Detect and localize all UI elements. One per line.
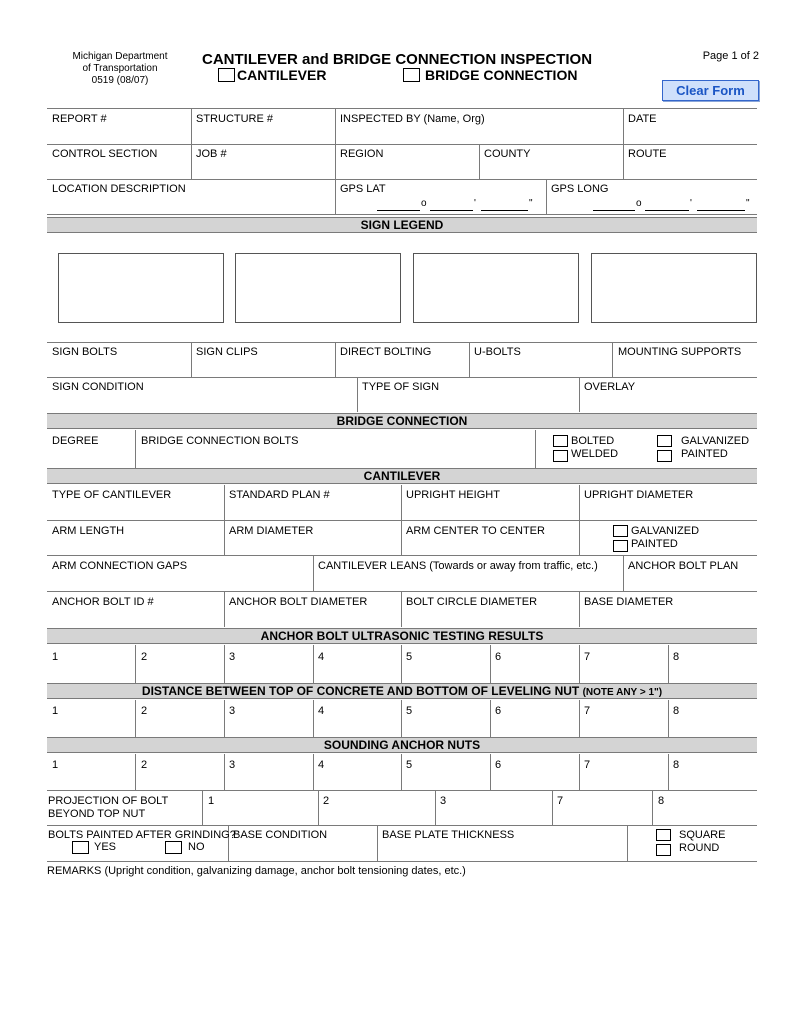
welded-label: WELDED	[571, 448, 619, 460]
second-symbol: "	[529, 198, 533, 209]
sounding-header: SOUNDING ANCHOR NUTS	[47, 737, 757, 753]
sounding-bolt-8[interactable]: 8	[673, 759, 680, 771]
job-field[interactable]: JOB #	[196, 148, 227, 160]
projection-bolt-1[interactable]: 1	[208, 795, 215, 807]
page-title: CANTILEVER and BRIDGE CONNECTION INSPECTION	[202, 51, 593, 68]
cantilever-option-label: CANTILEVER	[237, 67, 327, 83]
projection-bolt-8[interactable]: 8	[658, 795, 665, 807]
direct-bolting-field[interactable]: DIRECT BOLTING	[340, 346, 432, 358]
structure-field[interactable]: STRUCTURE #	[196, 113, 274, 125]
bridge-galvanized-checkbox[interactable]	[657, 435, 672, 447]
overlay-field[interactable]: OVERLAY	[584, 381, 636, 393]
route-field[interactable]: ROUTE	[628, 148, 667, 160]
square-checkbox[interactable]	[656, 829, 671, 841]
arm-connection-gaps-field[interactable]: ARM CONNECTION GAPS	[52, 560, 188, 572]
gps-lat-seconds-input[interactable]	[481, 210, 528, 211]
leveling-bolt-7[interactable]: 7	[584, 705, 591, 717]
leveling-bolt-6[interactable]: 6	[495, 705, 502, 717]
bridge-connection-bolts-field[interactable]: BRIDGE CONNECTION BOLTS	[141, 435, 299, 447]
projection-label-line1: PROJECTION OF BOLT	[48, 795, 169, 807]
sign-legend-header: SIGN LEGEND	[47, 217, 757, 233]
anchor-bolt-plan-field[interactable]: ANCHOR BOLT PLAN	[628, 560, 739, 572]
type-of-cantilever-field[interactable]: TYPE OF CANTILEVER	[52, 489, 172, 501]
degree-symbol: o	[421, 198, 427, 209]
bolts-painted-yes-checkbox[interactable]	[72, 841, 89, 854]
ultrasonic-bolt-5[interactable]: 5	[406, 651, 413, 663]
sign-clips-field[interactable]: SIGN CLIPS	[196, 346, 258, 358]
gps-lat-label: GPS LAT	[340, 183, 386, 195]
sounding-bolt-6[interactable]: 6	[495, 759, 502, 771]
ultrasonic-bolt-4[interactable]: 4	[318, 651, 325, 663]
degree-field[interactable]: DEGREE	[52, 435, 99, 447]
clear-form-button[interactable]: Clear Form	[662, 80, 759, 101]
sounding-bolt-1[interactable]: 1	[52, 759, 59, 771]
agency-name-line1: Michigan Department	[72, 51, 168, 62]
anchor-bolt-diameter-field[interactable]: ANCHOR BOLT DIAMETER	[229, 596, 368, 608]
base-condition-field[interactable]: BASE CONDITION	[233, 829, 328, 841]
agency-name-line2: of Transportation	[82, 63, 158, 74]
gps-long-label: GPS LONG	[551, 183, 609, 195]
remarks-field[interactable]: REMARKS (Upright condition, galvanizing damage, anchor bolt tensioning dates, etc.)	[47, 865, 466, 877]
ultrasonic-bolt-1[interactable]: 1	[52, 651, 59, 663]
cantilever-painted-checkbox[interactable]	[613, 540, 628, 552]
bridge-painted-checkbox[interactable]	[657, 450, 672, 462]
leveling-nut-header	[47, 683, 757, 699]
round-checkbox[interactable]	[656, 844, 671, 856]
projection-bolt-3[interactable]: 3	[440, 795, 447, 807]
sounding-bolt-7[interactable]: 7	[584, 759, 591, 771]
leveling-bolt-2[interactable]: 2	[141, 705, 148, 717]
arm-length-field[interactable]: ARM LENGTH	[52, 525, 125, 537]
bridge-connection-option-label: BRIDGE CONNECTION	[425, 67, 578, 83]
county-field[interactable]: COUNTY	[484, 148, 531, 160]
sounding-bolt-3[interactable]: 3	[229, 759, 236, 771]
gps-long-minutes-input[interactable]	[645, 210, 689, 211]
sign-legend-box-2[interactable]	[235, 253, 401, 323]
anchor-bolt-id-field[interactable]: ANCHOR BOLT ID #	[52, 596, 154, 608]
standard-plan-field[interactable]: STANDARD PLAN #	[229, 489, 330, 501]
cantilever-galvanized-label: GALVANIZED	[631, 525, 700, 537]
cantilever-checkbox[interactable]	[218, 68, 235, 82]
leveling-nut-note: (NOTE ANY > 1")	[582, 687, 663, 698]
bridge-galvanized-label: GALVANIZED	[681, 435, 750, 447]
bolted-checkbox[interactable]	[553, 435, 568, 447]
bolts-painted-no-checkbox[interactable]	[165, 841, 182, 854]
yes-label: YES	[94, 841, 117, 853]
sign-legend-box-3[interactable]	[413, 253, 579, 323]
cantilever-painted-label: PAINTED	[631, 538, 678, 550]
sounding-bolt-2[interactable]: 2	[141, 759, 148, 771]
sounding-bolt-4[interactable]: 4	[318, 759, 325, 771]
form-number: 0519 (08/07)	[91, 75, 149, 86]
no-label: NO	[188, 841, 205, 853]
ultrasonic-bolt-6[interactable]: 6	[495, 651, 502, 663]
arm-diameter-field[interactable]: ARM DIAMETER	[229, 525, 314, 537]
projection-of-bolt-label	[48, 795, 168, 821]
leveling-bolt-8[interactable]: 8	[673, 705, 680, 717]
leveling-nut-title: DISTANCE BETWEEN TOP OF CONCRETE AND BOTTOM OF LEVELING NUT	[141, 684, 580, 698]
leveling-bolt-5[interactable]: 5	[406, 705, 413, 717]
agency-block	[50, 51, 190, 87]
bolt-circle-diameter-field[interactable]: BOLT CIRCLE DIAMETER	[406, 596, 538, 608]
arm-center-to-center-field[interactable]: ARM CENTER TO CENTER	[406, 525, 545, 537]
page-number: Page 1 of 2	[702, 50, 759, 62]
mounting-supports-field[interactable]: MOUNTING SUPPORTS	[618, 346, 742, 358]
square-label: SQUARE	[679, 829, 726, 841]
gps-long-seconds-input[interactable]	[697, 210, 745, 211]
leveling-bolt-4[interactable]: 4	[318, 705, 325, 717]
upright-height-field[interactable]: UPRIGHT HEIGHT	[406, 489, 500, 501]
leveling-bolt-3[interactable]: 3	[229, 705, 236, 717]
projection-bolt-7[interactable]: 7	[557, 795, 564, 807]
sounding-bolt-5[interactable]: 5	[406, 759, 413, 771]
leveling-bolt-1[interactable]: 1	[52, 705, 59, 717]
base-diameter-field[interactable]: BASE DIAMETER	[584, 596, 674, 608]
cantilever-galvanized-checkbox[interactable]	[613, 525, 628, 537]
ultrasonic-header: ANCHOR BOLT ULTRASONIC TESTING RESULTS	[47, 628, 757, 644]
bridge-connection-checkbox[interactable]	[403, 68, 420, 82]
sign-legend-box-4[interactable]	[591, 253, 757, 323]
sign-bolts-field[interactable]: SIGN BOLTS	[52, 346, 118, 358]
welded-checkbox[interactable]	[553, 450, 568, 462]
projection-bolt-2[interactable]: 2	[323, 795, 330, 807]
sign-condition-field[interactable]: SIGN CONDITION	[52, 381, 144, 393]
sign-legend-box-1[interactable]	[58, 253, 224, 323]
location-description-field[interactable]: LOCATION DESCRIPTION	[52, 183, 186, 195]
ultrasonic-bolt-8[interactable]: 8	[673, 651, 680, 663]
round-label: ROUND	[679, 842, 720, 854]
cantilever-leans-field[interactable]: CANTILEVER LEANS (Towards or away from traffic, etc.)	[318, 560, 598, 572]
control-section-field[interactable]: CONTROL SECTION	[52, 148, 158, 160]
bolts-painted-label: BOLTS PAINTED AFTER GRINDING?	[48, 829, 236, 841]
bolted-label: BOLTED	[571, 435, 615, 447]
date-field[interactable]: DATE	[628, 113, 657, 125]
ultrasonic-bolt-3[interactable]: 3	[229, 651, 236, 663]
inspected-by-field[interactable]: INSPECTED BY (Name, Org)	[340, 113, 485, 125]
upright-diameter-field[interactable]: UPRIGHT DIAMETER	[584, 489, 694, 501]
bridge-connection-header: BRIDGE CONNECTION	[47, 413, 757, 429]
region-field[interactable]: REGION	[340, 148, 384, 160]
bridge-painted-label: PAINTED	[681, 448, 728, 460]
degree-symbol: o	[636, 198, 642, 209]
ultrasonic-bolt-7[interactable]: 7	[584, 651, 591, 663]
cantilever-header: CANTILEVER	[47, 468, 757, 484]
report-field[interactable]: REPORT #	[52, 113, 107, 125]
second-symbol: "	[746, 198, 750, 209]
gps-lat-minutes-input[interactable]	[430, 210, 473, 211]
gps-lat-degrees-input[interactable]	[377, 210, 420, 211]
base-plate-thickness-field[interactable]: BASE PLATE THICKNESS	[382, 829, 515, 841]
minute-symbol: '	[690, 198, 692, 209]
ultrasonic-bolt-2[interactable]: 2	[141, 651, 148, 663]
gps-long-degrees-input[interactable]	[593, 210, 635, 211]
u-bolts-field[interactable]: U-BOLTS	[474, 346, 521, 358]
minute-symbol: '	[474, 198, 476, 209]
type-of-sign-field[interactable]: TYPE OF SIGN	[362, 381, 440, 393]
projection-label-line2: BEYOND TOP NUT	[48, 808, 146, 820]
